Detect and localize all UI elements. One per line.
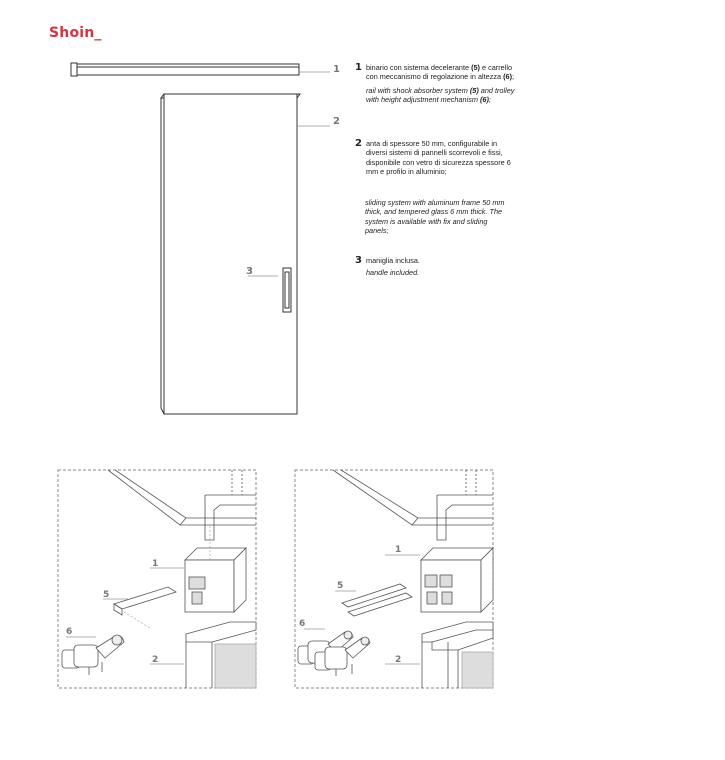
spec-italian: binario con sistema decelerante (5) e carrello con meccanismo di regolazione in altezza (6); xyxy=(366,63,515,82)
spec-number: 1 xyxy=(355,62,362,73)
detail-right-label-6: 6 xyxy=(299,619,306,629)
detail-right-label-1: 1 xyxy=(395,545,402,555)
spec-number: 3 xyxy=(355,255,362,266)
spec-italian: maniglia inclusa. xyxy=(366,256,420,265)
callout-3: 3 xyxy=(246,266,253,277)
callout-2: 2 xyxy=(333,116,340,127)
spec-item-2 xyxy=(355,139,515,177)
spec-english-2: sliding system with aluminum frame 50 mm thick, and tempered glass 6 mm thick. The system is available with fix and sliding panels; xyxy=(365,198,505,236)
detail-left-label-1: 1 xyxy=(152,559,159,569)
spec-english: handle included. xyxy=(366,268,420,278)
callout-1: 1 xyxy=(333,64,340,75)
spec-number: 2 xyxy=(355,138,362,149)
spec-item-3 xyxy=(355,256,515,278)
detail-left-label-5: 5 xyxy=(103,590,110,600)
detail-right-label-2: 2 xyxy=(395,655,402,665)
detail-left-label-6: 6 xyxy=(66,627,73,637)
brand-logo: Shoin_ xyxy=(49,25,102,41)
detail-right xyxy=(295,470,493,688)
detail-left-label-2: 2 xyxy=(152,655,159,665)
spec-english: rail with shock absorber system (5) and trolley with height adjustment mechanism (6); xyxy=(366,85,515,105)
spec-item-1 xyxy=(355,63,515,105)
spec-italian: anta di spessore 50 mm, configurabile in diversi sistemi di pannelli scorrevoli e fissi, disponibile con vetro di sicurezza spessore 6 mm e profilo in alluminio; xyxy=(366,139,511,177)
detail-right-label-5: 5 xyxy=(337,581,344,591)
